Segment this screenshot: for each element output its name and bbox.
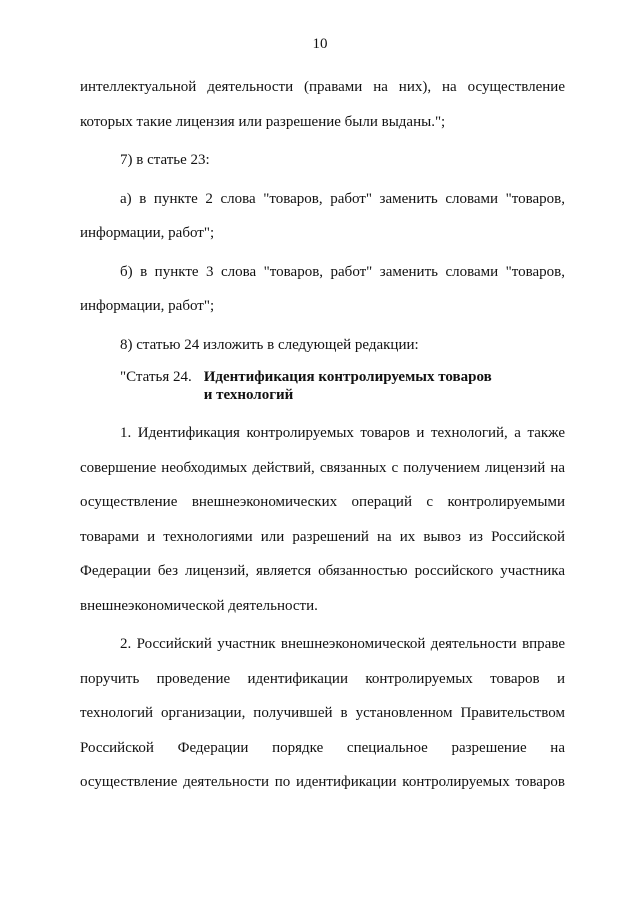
paragraph-line: интеллектуальной деятельности (правами на них), на осуществление — [80, 79, 565, 95]
list-item-8: 8) статью 24 изложить в следующей редакции: — [120, 336, 419, 353]
item-2-line: Российской Федерации порядке специальное разрешение на — [80, 739, 565, 756]
item-2-line: 2. Российский участник внешнеэкономической деятельности вправе — [120, 636, 565, 652]
subitem-b-line1: б) в пункте 3 слова "товаров, работ" заменить словами "товаров, — [120, 263, 565, 280]
subitem-b-line2: информации, работ"; — [80, 298, 215, 314]
subitem-a-line2: информации, работ"; — [80, 225, 215, 241]
item-1-line: внешнеэкономической деятельности. — [80, 597, 318, 614]
article-title-line2: и технологий — [203, 387, 294, 403]
article-label: "Статья 24. — [120, 369, 192, 385]
document-body — [80, 70, 565, 800]
page-number: 10 — [312, 36, 328, 52]
item-1-line: товарами и технологиями или разрешений на их вывоз из Российской — [80, 528, 565, 545]
subitem-a-line1: а) в пункте 2 слова "товаров, работ" заменить словами "товаров, — [120, 190, 565, 207]
item-1-line: совершение необходимых действий, связанных с получением лицензий на — [80, 459, 565, 476]
article-title-line1: Идентификация контролируемых товаров — [203, 369, 492, 385]
paragraph-line: которых такие лицензия или разрешение были выданы."; — [80, 113, 446, 130]
item-1-line: Федерации без лицензий, является обязанностью российского участника — [80, 563, 565, 579]
item-1-line: 1. Идентификация контролируемых товаров и технологий, а также — [120, 425, 565, 441]
list-item-7: 7) в статье 23: — [120, 152, 210, 168]
article-heading — [120, 368, 565, 404]
item-2-line: поручить проведение идентификации контролируемых товаров и — [80, 670, 565, 687]
item-2-line: технологий организации, получившей в установленном Правительством — [80, 705, 565, 721]
article-title — [204, 368, 492, 404]
item-1-line: осуществление внешнеэкономических операций с контролируемыми — [80, 494, 565, 510]
item-2-line: осуществление деятельности по идентификации контролируемых товаров — [80, 774, 565, 790]
